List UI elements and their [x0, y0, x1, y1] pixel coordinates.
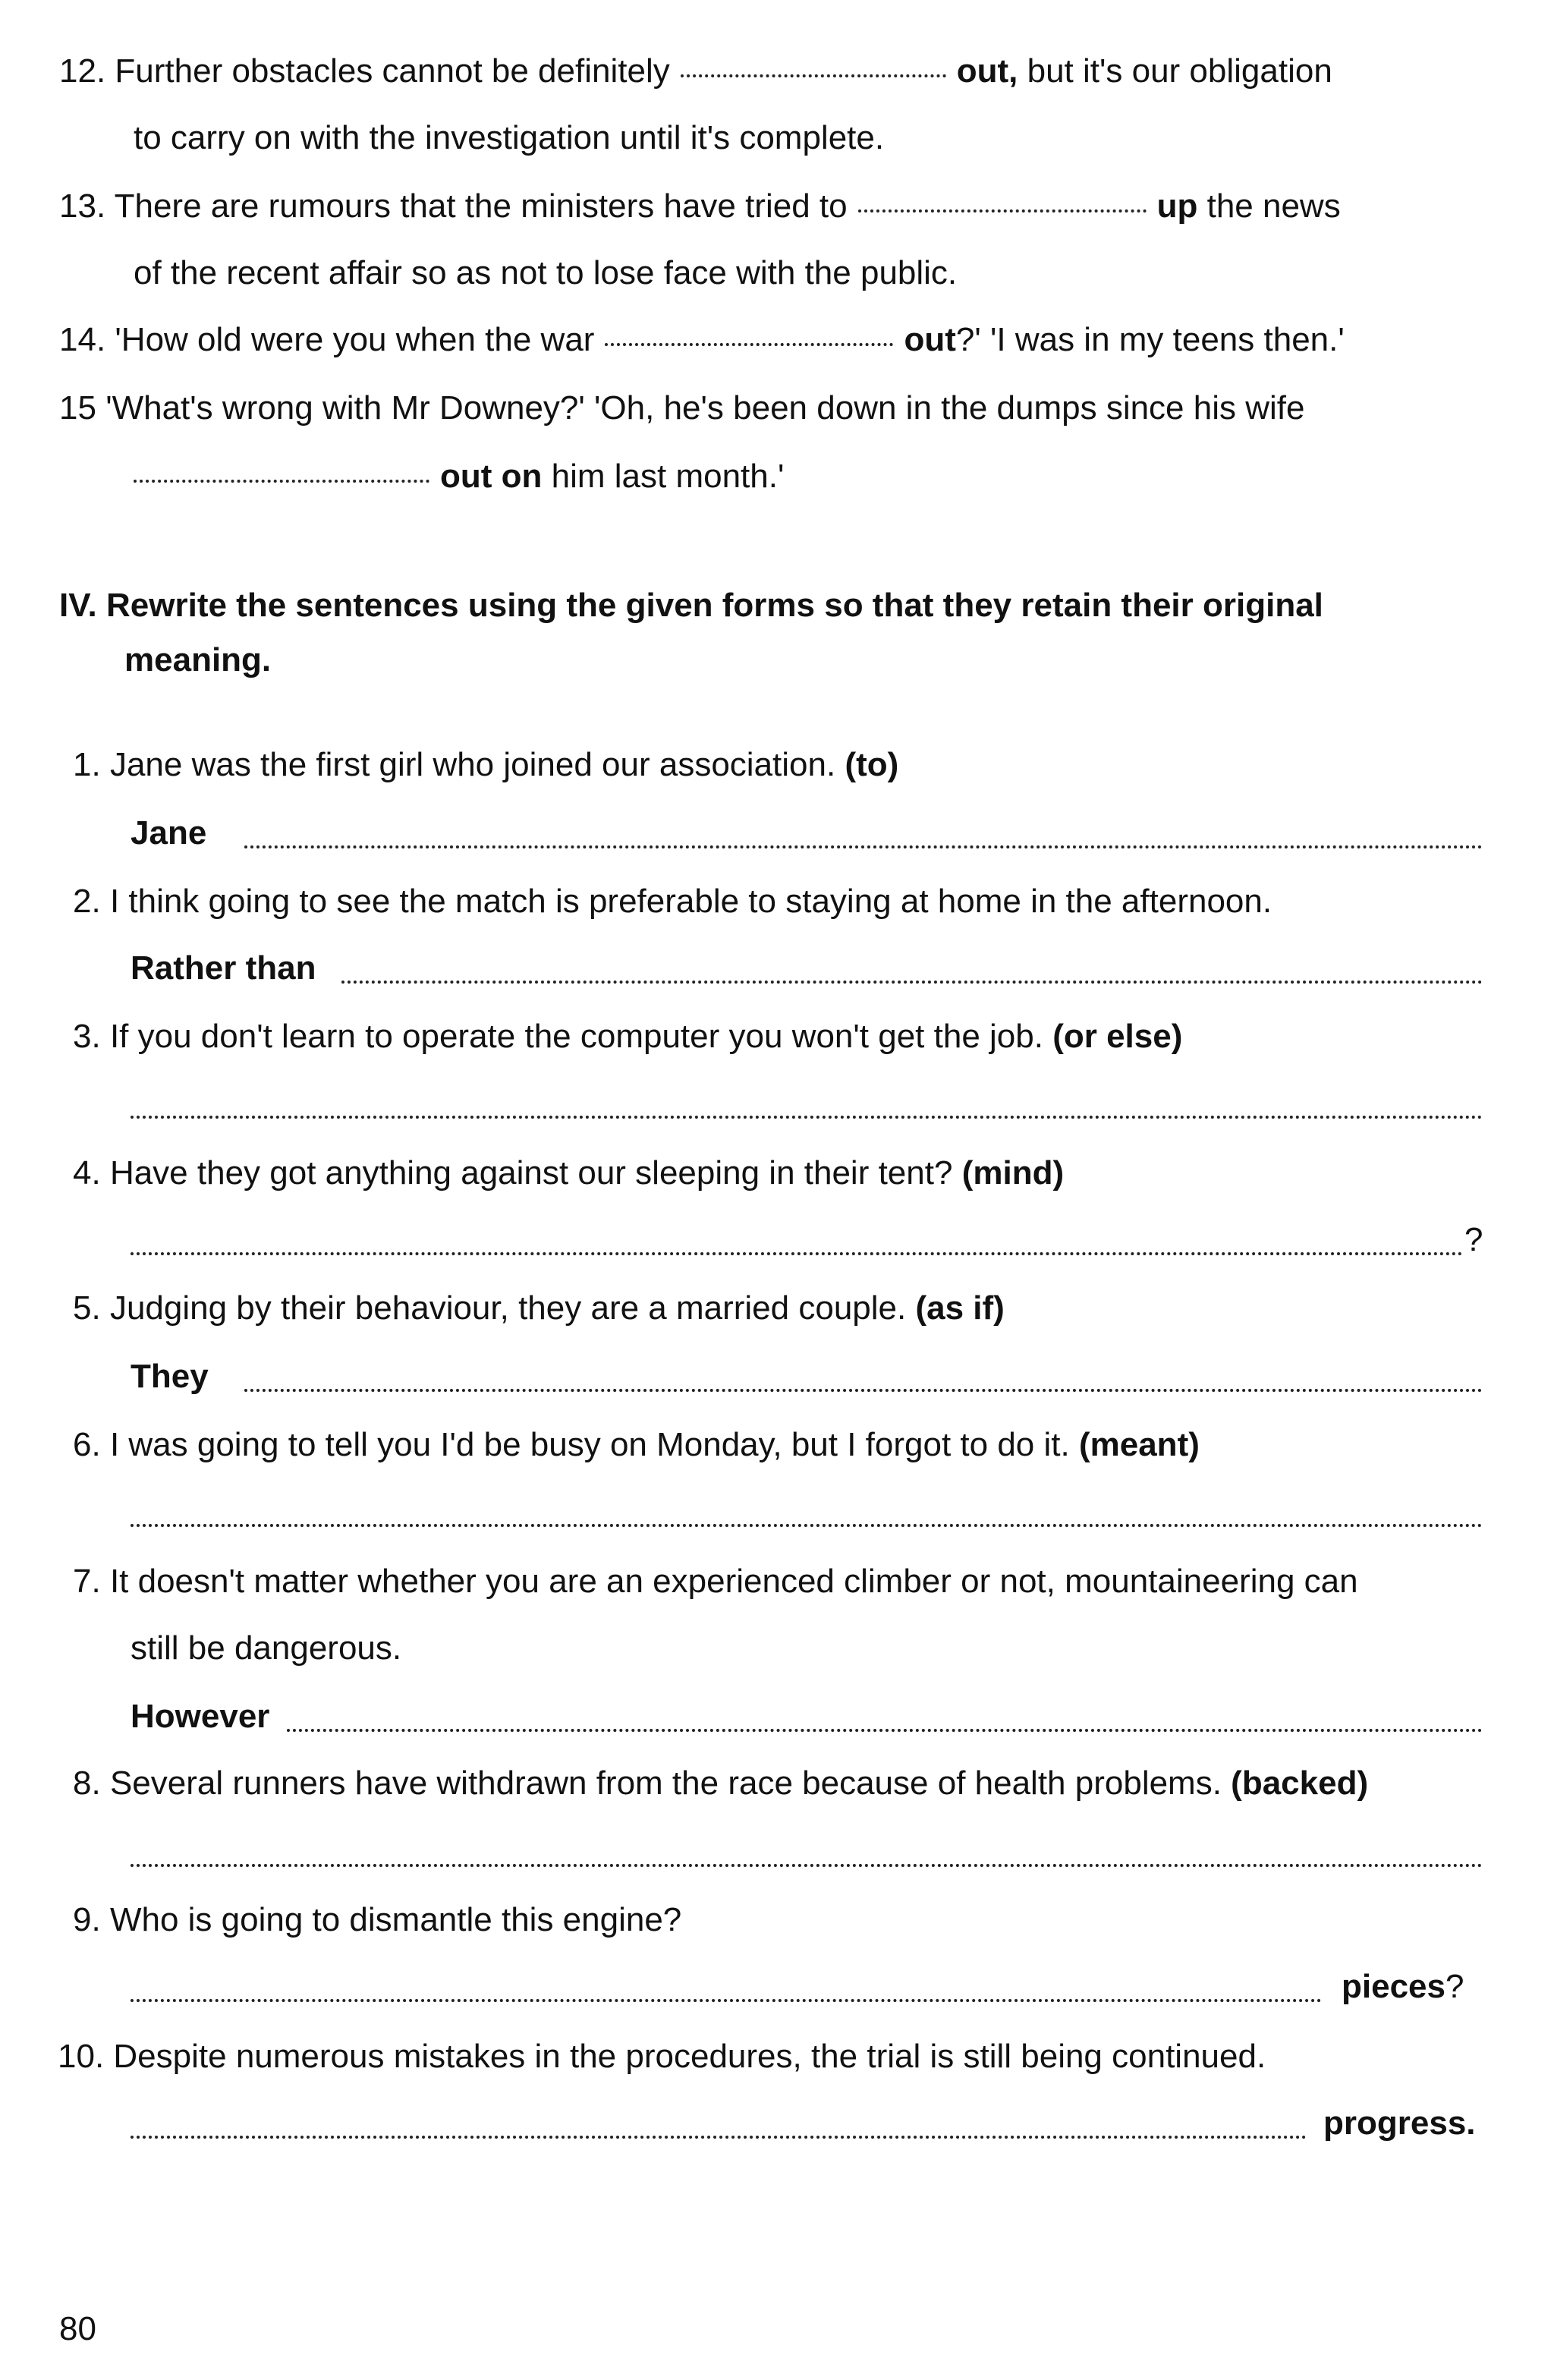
item-1-starter: Jane: [131, 814, 207, 852]
item-6-answer-line[interactable]: [131, 1524, 1483, 1527]
question-12: 12. Further obstacles cannot be definitely out, but it's our obligation: [59, 52, 1332, 90]
item-9: 9. Who is going to dismantle this engine?: [73, 1901, 682, 1938]
item-7-starter: However: [131, 1698, 270, 1735]
question-13-continued: of the recent affair so as not to lose face with the public.: [134, 254, 958, 291]
item-4-answer-line[interactable]: [131, 1252, 1463, 1255]
section-iv-heading: IV. Rewrite the sentences using the given forms so that they retain their original: [59, 587, 1323, 624]
item-3: 3. If you don't learn to operate the computer you won't get the job. (or else): [73, 1018, 1183, 1055]
question-14: 14. 'How old were you when the war out?' 'I was in my teens then.': [59, 321, 1345, 358]
item-2: 2. I think going to see the match is preferable to staying at home in the afternoon.: [73, 883, 1272, 920]
answer-blank[interactable]: [605, 343, 893, 346]
item-1: 1. Jane was the first girl who joined our association. (to): [73, 746, 899, 783]
page-number: 80: [59, 2310, 96, 2347]
item-7-answer-line[interactable]: [287, 1729, 1483, 1732]
item-2-answer-line[interactable]: [341, 981, 1483, 984]
item-1-answer-line[interactable]: [244, 845, 1483, 848]
item-10-answer-line[interactable]: [131, 2136, 1307, 2139]
item-2-starter: Rather than: [131, 949, 316, 987]
item-10-ender: progress.: [1323, 2105, 1476, 2142]
item-4-ender: ?: [1464, 1221, 1483, 1258]
answer-blank[interactable]: [134, 480, 429, 483]
item-4: 4. Have they got anything against our sleeping in their tent? (mind): [73, 1154, 1065, 1192]
item-8: 8. Several runners have withdrawn from the race because of health problems. (backed): [73, 1765, 1369, 1802]
item-9-answer-line[interactable]: [131, 1999, 1322, 2002]
item-7: 7. It doesn't matter whether you are an experienced climber or not, mountaineering can: [73, 1563, 1358, 1600]
answer-blank[interactable]: [858, 209, 1147, 212]
question-15: 15 'What's wrong with Mr Downey?' 'Oh, he's been down in the dumps since his wife: [59, 389, 1305, 427]
item-5-starter: They: [131, 1358, 209, 1395]
item-7-continued: still be dangerous.: [131, 1629, 402, 1667]
item-9-ender: pieces?: [1342, 1968, 1464, 2005]
item-6: 6. I was going to tell you I'd be busy on Monday, but I forgot to do it. (meant): [73, 1426, 1200, 1463]
answer-blank[interactable]: [681, 74, 946, 77]
section-iv-heading-continued: meaning.: [124, 641, 272, 678]
item-10: 10. Despite numerous mistakes in the procedures, the trial is still being continued.: [58, 2038, 1266, 2075]
item-8-answer-line[interactable]: [131, 1864, 1483, 1867]
item-3-answer-line[interactable]: [131, 1116, 1483, 1119]
question-15-continued: out on him last month.': [134, 455, 784, 498]
question-13: 13. There are rumours that the ministers have tried to up the news: [59, 187, 1341, 225]
item-5: 5. Judging by their behaviour, they are a married couple. (as if): [73, 1289, 1005, 1327]
item-5-answer-line[interactable]: [244, 1389, 1483, 1392]
question-12-continued: to carry on with the investigation until it's complete.: [134, 119, 885, 156]
